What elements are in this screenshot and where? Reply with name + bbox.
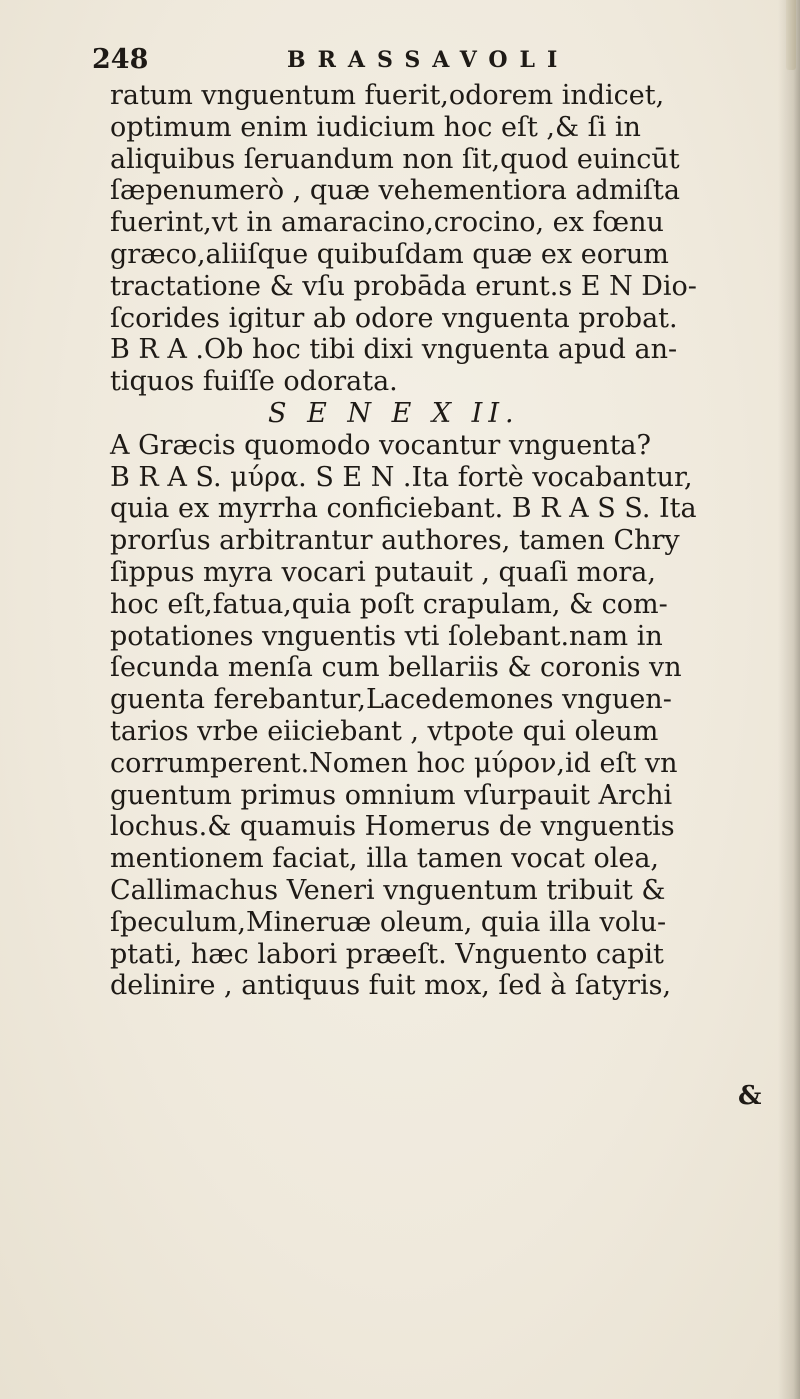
text-line: tiquos fuiſſe odorata. bbox=[110, 366, 398, 398]
body-text bbox=[110, 80, 790, 1002]
page-edge-tab bbox=[786, 0, 796, 70]
page-number: 248 bbox=[92, 44, 149, 75]
page-header bbox=[92, 42, 782, 78]
section-heading: S E N E X II. bbox=[268, 397, 520, 429]
text-line: ratum vnguentum fuerit,odorem indicet, bbox=[110, 80, 665, 111]
text-line: corrumperent.Nomen hoc μύρον,id eſt vn bbox=[110, 747, 678, 779]
text-line: guentum primus omnium vſurpauit Archi bbox=[110, 779, 673, 811]
text-line: aliquibus ſeruandum non ſit,quod euincūt bbox=[110, 143, 680, 175]
text-line: ſcorides igitur ab odore vnguenta probat. bbox=[110, 302, 678, 334]
text-line: tarios vrbe eiiciebant , vtpote qui oleum bbox=[110, 715, 659, 747]
text-line: lochus.& quamuis Homerus de vnguentis bbox=[110, 811, 675, 843]
text-line: quia ex myrrha conficiebant. B R A S S. Ita bbox=[110, 493, 697, 525]
text-line: B R A S. μύρα. S E N .Ita fortè vocabantur, bbox=[110, 461, 693, 493]
text-line: ſpeculum,Mineruæ oleum, quia illa volu- bbox=[110, 906, 667, 938]
text-line: optimum enim iudicium hoc eſt ,& ſi in bbox=[110, 111, 641, 143]
text-line: ptati, hæc labori præeſt. Vnguento capit bbox=[110, 938, 664, 970]
catchword: & bbox=[738, 1081, 762, 1111]
text-line: ſecunda menſa cum bellariis & coronis vn bbox=[110, 652, 682, 684]
text-line: fuerint,vt in amaracino,crocino, ex fœnu bbox=[110, 207, 664, 239]
text-line: B R A .Ob hoc tibi dixi vnguenta apud an- bbox=[110, 334, 678, 366]
running-head: BRASSAVOLI bbox=[287, 47, 570, 73]
text-line: potationes vnguentis vti ſolebant.nam in bbox=[110, 620, 663, 652]
text-line: A Græcis quomodo vocantur vnguenta? bbox=[110, 429, 651, 461]
text-line: ſippus myra vocari putauit , quaſi mora, bbox=[110, 556, 656, 588]
text-line: hoc eſt,fatua,quia poſt crapulam, & com- bbox=[110, 588, 668, 620]
text-line: delinire , antiquus fuit mox, ſed à ſatyris, bbox=[110, 970, 672, 1002]
text-line: ſæpenumerò , quæ vehementiora admiſta bbox=[110, 175, 680, 207]
text-line: guenta ferebantur,Lacedemones vnguen- bbox=[110, 684, 672, 716]
text-line: prorſus arbitrantur authores, tamen Chry bbox=[110, 525, 680, 557]
text-line: græco,aliiſque quibuſdam quæ ex eorum bbox=[110, 238, 669, 270]
text-line: mentionem faciat, illa tamen vocat olea, bbox=[110, 843, 660, 875]
text-line: Callimachus Veneri vnguentum tribuit & bbox=[110, 874, 666, 906]
text-line: tractatione & vſu probāda erunt.s E N Dio- bbox=[110, 270, 697, 302]
